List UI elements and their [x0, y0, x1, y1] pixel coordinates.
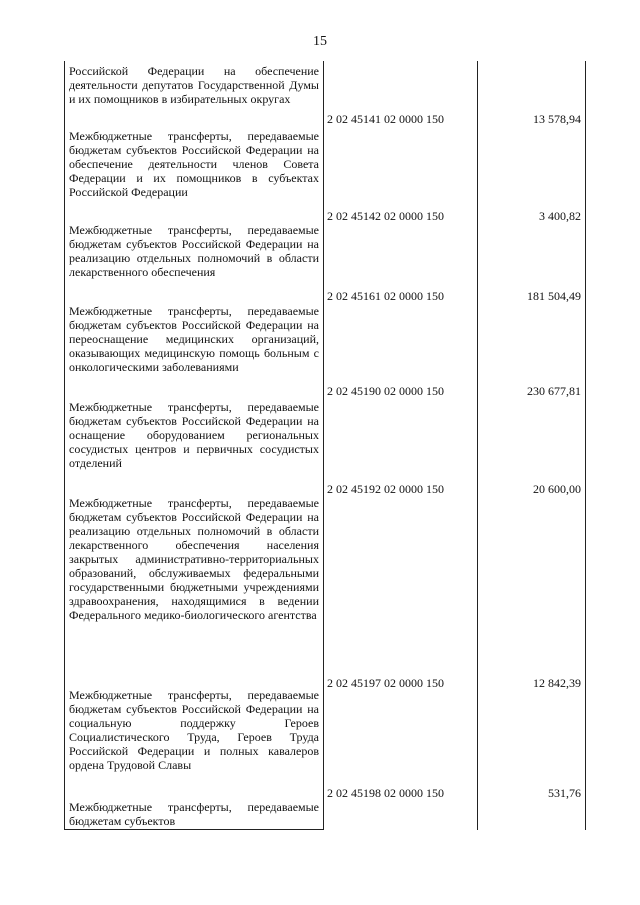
row-description: Межбюджетные трансферты, передаваемые бюджетам субъектов Российской Федерации на реализацию отдельных полномочий в области лекарственного обеспечения: [69, 223, 319, 279]
row-code: 2 02 45192 02 0000 150: [327, 482, 444, 496]
row-amount: 531,76: [548, 786, 581, 800]
row-amount: 13 578,94: [533, 112, 581, 126]
row-description: Межбюджетные трансферты, передаваемые бюджетам субъектов Российской Федерации на переоснащение медицинских организаций, оказывающих медицинскую помощь больным с онкологическими заболеваниями: [69, 304, 319, 374]
row-description: Межбюджетные трансферты, передаваемые бюджетам субъектов Российской Федерации на социальную поддержку Героев Социалистического Труда, Героев Труда Российской Федерации и полных кавалеров ордена Трудовой Славы: [69, 688, 319, 772]
row-amount: 20 600,00: [533, 482, 581, 496]
table-bottom-border: [65, 829, 323, 830]
page-number: 15: [313, 34, 327, 49]
row-description: Российской Федерации на обеспечение деятельности депутатов Государственной Думы и их помощников в избирательных округах: [69, 64, 319, 106]
row-amount: 230 677,81: [527, 384, 581, 398]
row-code: 2 02 45141 02 0000 150: [327, 112, 444, 126]
row-description: Межбюджетные трансферты, передаваемые бюджетам субъектов Российской Федерации на реализацию отдельных полномочий в области лекарственного обеспечения населения закрытых административно-территориальных образований, обслуживаемых федеральными государственными бюджетными учреждениями здравоохранения, находящимися в ведении Федерального медико-биологического агентства: [69, 496, 319, 622]
row-code: 2 02 45197 02 0000 150: [327, 676, 444, 690]
row-amount: 12 842,39: [533, 676, 581, 690]
column-divider-2: [477, 61, 478, 830]
row-code: 2 02 45142 02 0000 150: [327, 209, 444, 223]
row-code: 2 02 45161 02 0000 150: [327, 289, 444, 303]
row-description: Межбюджетные трансферты, передаваемые бюджетам субъектов: [69, 800, 319, 828]
row-code: 2 02 45198 02 0000 150: [327, 786, 444, 800]
row-description: Межбюджетные трансферты, передаваемые бюджетам субъектов Российской Федерации на обеспечение деятельности членов Совета Федерации и их помощников в субъектах Российской Федерации: [69, 129, 319, 199]
budget-table: [64, 61, 586, 830]
column-divider-1: [323, 61, 324, 830]
row-amount: 181 504,49: [527, 289, 581, 303]
row-code: 2 02 45190 02 0000 150: [327, 384, 444, 398]
row-amount: 3 400,82: [539, 209, 581, 223]
row-description: Межбюджетные трансферты, передаваемые бюджетам субъектов Российской Федерации на оснащение оборудованием региональных сосудистых центров и первичных сосудистых отделений: [69, 400, 319, 470]
